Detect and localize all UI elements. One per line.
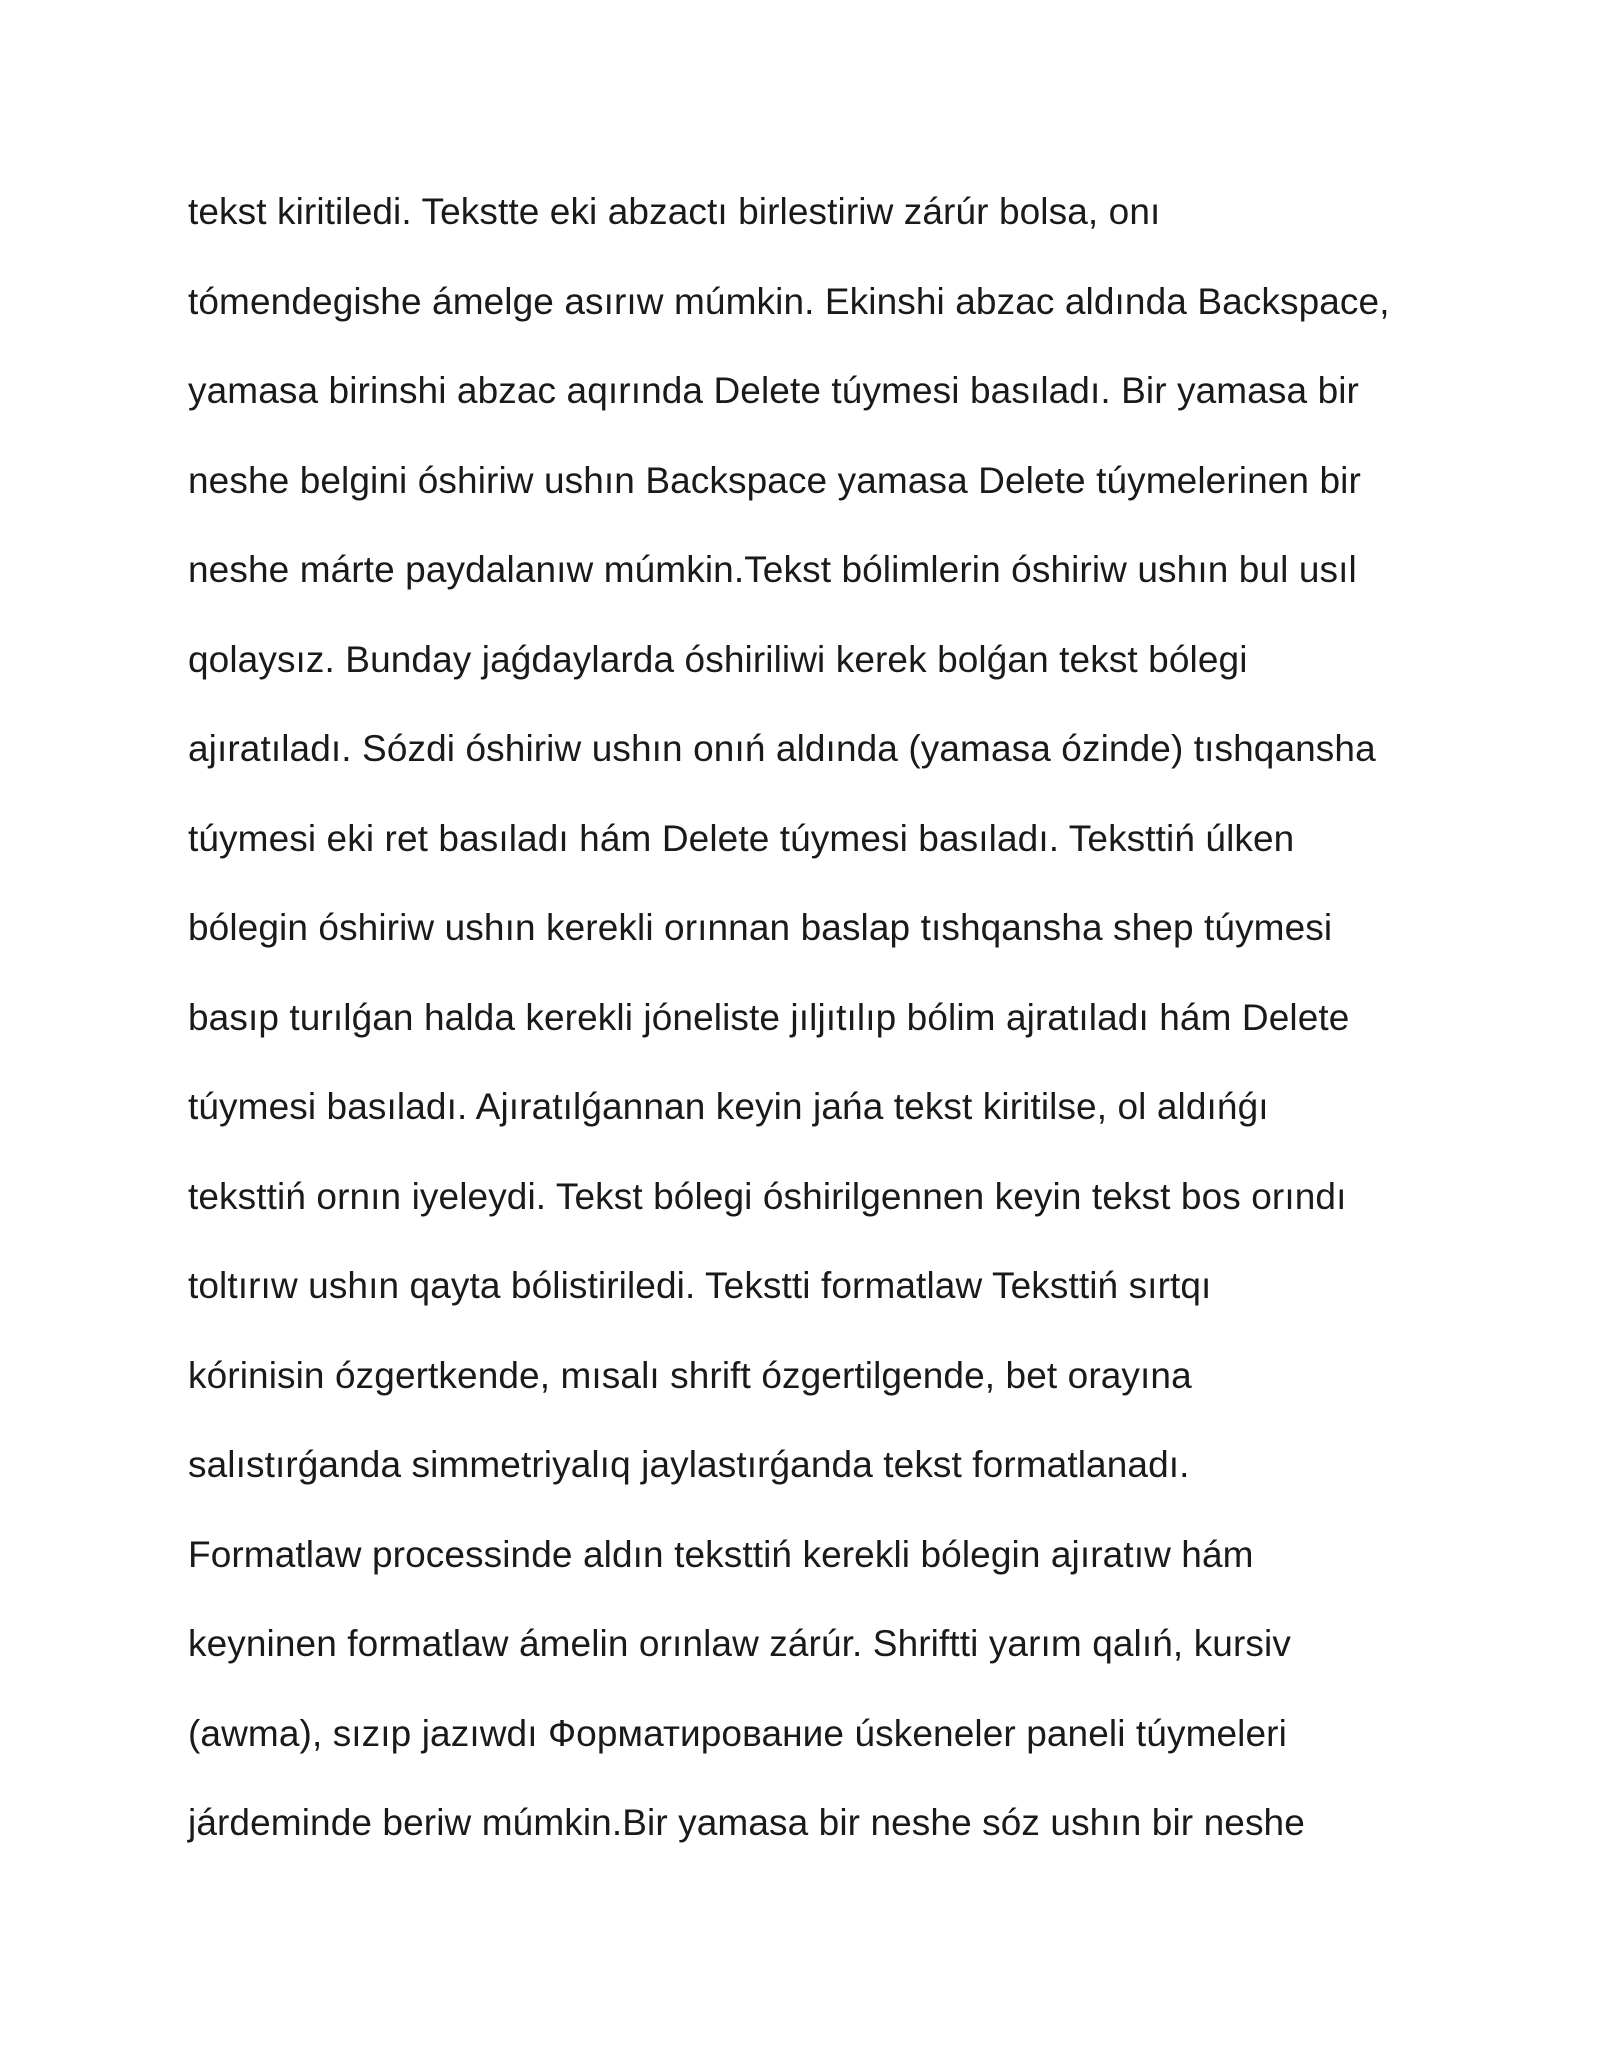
text-line: yamasa birinshi abzac aqırında Delete túymesi basıladı. Bir yamasa bir [188,370,1359,411]
text-line: teksttiń ornın iyeleydi. Tekst bólegi óshirilgennen keyin tekst bos orındı [188,1175,1347,1217]
text-line: ajıratıladı. Sózdi óshiriw ushın onıń aldında (yamasa ózinde) tıshqansha [188,728,1376,769]
text-line: keyninen formatlaw ámelin orınlaw zárúr. Shriftti yarım qalıń, kursiv [188,1623,1291,1664]
text-line: tekst kiritiledi. Tekstte eki abzactı birlestiriw zárúr bolsa, onı [188,191,1161,232]
text-line: túymesi eki ret basıladı hám Delete túymesi basıladı. Teksttiń úlken [188,817,1295,859]
text-line: túymesi basıladı. Ajıratılǵannan keyin jańa tekst kiritilse, ol aldıńǵı [188,1086,1269,1127]
text-line: bólegin óshiriw ushın kerekli orınnan baslap tıshqansha shep túymesi [188,907,1333,948]
text-line: neshe márte paydalanıw múmkin.Tekst bólimlerin óshiriw ushın bul usıl [188,549,1357,590]
text-line: járdeminde beriw múmkin.Bir yamasa bir neshe sóz ushın bir neshe [188,1802,1305,1843]
text-line: kórinisin ózgertkende, mısalı shrift ózgertilgende, bet orayına [188,1354,1192,1396]
text-line: Formatlaw processinde aldın teksttiń kerekli bólegin ajıratıw hám [188,1533,1254,1575]
text-line: qolaysız. Bunday jaǵdaylarda óshiriliwi kerek bolǵan tekst bólegi [188,638,1248,680]
text-line: neshe belgini óshiriw ushın Backspace yamasa Delete túymelerinen bir [188,459,1361,501]
body-text [188,185,1488,1886]
text-line: tómendegishe ámelge asırıw múmkin. Ekinshi abzac aldında Backspace, [188,280,1390,322]
text-line: salıstırǵanda simmetriyalıq jaylastırǵanda tekst formatlanadı. [188,1444,1190,1485]
text-line: (awma), sızıp jazıwdı Форматирование úskeneler paneli túymeleri [188,1712,1287,1754]
text-line: basıp turılǵan halda kerekli jóneliste jıljıtılıp bólim ajratıladı hám Delete [188,996,1350,1038]
text-line: toltırıw ushın qayta bólistiriledi. Tekstti formatlaw Teksttiń sırtqı [188,1265,1212,1306]
